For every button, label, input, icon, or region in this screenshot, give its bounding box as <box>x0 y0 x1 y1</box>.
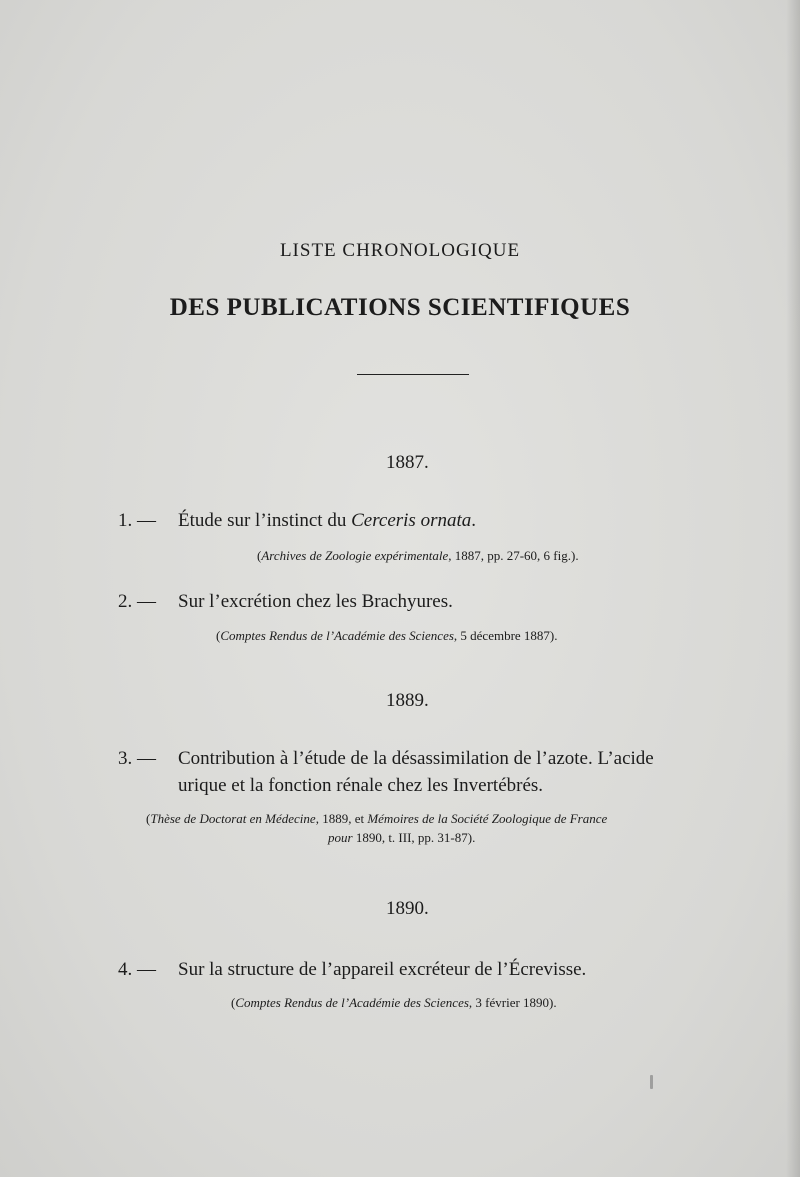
entry-2-reference: (Comptes Rendus de l’Académie des Sciences, 5 décembre 1887). <box>216 628 558 643</box>
publication-entry-2 <box>118 588 453 615</box>
entry-3-reference-line-2: pour 1890, t. III, pp. 31-87). <box>328 830 476 845</box>
heading-line-1: LISTE CHRONOLOGIQUE <box>279 240 521 261</box>
reference-journal: Mémoires de la Société Zoologique de France <box>367 811 608 826</box>
entry-3-reference-line-1: (Thèse de Doctorat en Médecine, 1889, et Mémoires de la Société Zoologique de France <box>146 811 608 826</box>
year-heading: 1889. <box>386 690 429 711</box>
reference-details: , 1887, pp. 27-60, 6 fig.). <box>448 548 579 563</box>
reference-details: , 1889, et <box>315 811 368 826</box>
reference-journal: Comptes Rendus de l’Académie des Sciences <box>235 995 469 1010</box>
reference-details: , 3 février 1890). <box>468 995 557 1010</box>
entry-title-species: Cerceris ornata <box>351 510 472 531</box>
entry-number: 3. — <box>118 748 161 769</box>
entry-title: Sur la structure de l’appareil excréteur de l’Écrevisse. <box>178 959 587 980</box>
publication-entry-3 <box>118 745 654 799</box>
reference-journal: Thèse de Doctorat en Médecine <box>150 811 316 826</box>
reference-details: , 5 décembre 1887). <box>453 628 558 643</box>
entry-title: Étude sur l’instinct du <box>178 510 352 531</box>
paper-mark <box>650 1075 653 1089</box>
entry-number: 1. — <box>118 510 161 531</box>
reference-journal: Comptes Rendus de l’Académie des Sciences <box>220 628 454 643</box>
entry-number: 2. — <box>118 591 161 612</box>
entry-title: Sur l’excrétion chez les Brachyures. <box>178 591 453 612</box>
heading-line-2: DES PUBLICATIONS SCIENTIFIQUES <box>169 294 631 321</box>
entry-1-reference: (Archives de Zoologie expérimentale, 1887, pp. 27-60, 6 fig.). <box>257 548 579 563</box>
publication-entry-4 <box>118 956 586 983</box>
year-heading: 1887. <box>386 452 429 473</box>
entry-title-end: . <box>471 510 476 531</box>
year-heading: 1890. <box>386 898 429 919</box>
entry-number: 4. — <box>118 959 161 980</box>
divider-rule <box>357 374 469 375</box>
publication-entry-1 <box>118 507 476 534</box>
entry-4-reference: (Comptes Rendus de l’Académie des Sciences, 3 février 1890). <box>231 995 557 1010</box>
page-edge-shadow <box>786 0 800 1177</box>
entry-title-line-2: urique et la fonction rénale chez les Invertébrés. <box>178 775 544 796</box>
reference-details: 1890, t. III, pp. 31-87). <box>352 830 476 845</box>
reference-journal: Archives de Zoologie expérimentale <box>261 548 449 563</box>
entry-title-line-1: Contribution à l’étude de la désassimilation de l’azote. L’acide <box>178 748 654 769</box>
